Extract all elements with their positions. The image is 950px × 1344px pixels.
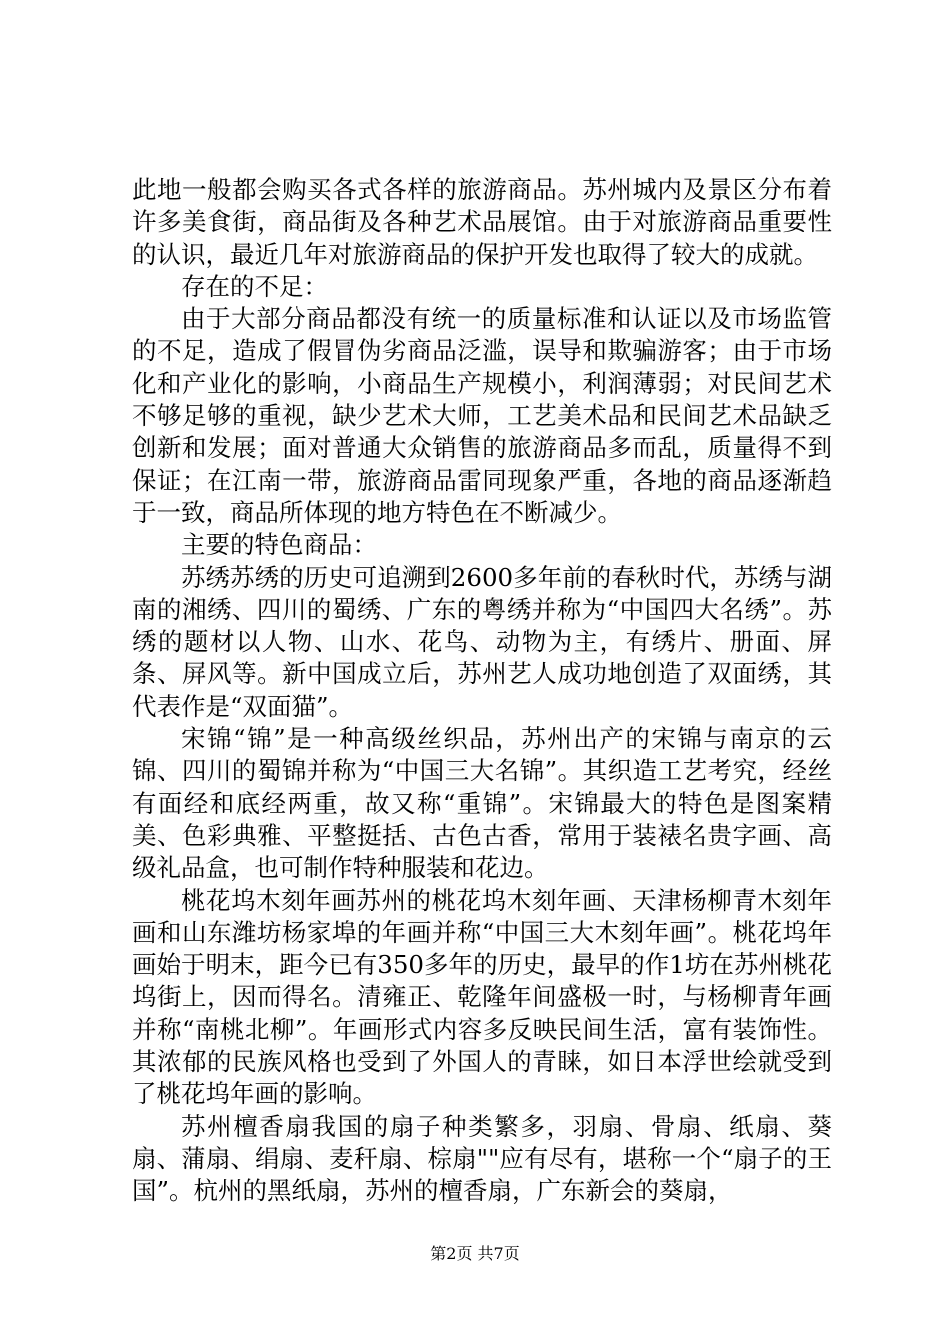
- paragraph-tanxiangshan: 苏州檀香扇我国的扇子种类繁多，羽扇、骨扇、纸扇、葵扇、蒲扇、绢扇、麦秆扇、棕扇""应有尽有，堪称一个“扇子的王国”。杭州的黑纸扇，苏州的檀香扇，广东新会的葵扇，: [132, 1111, 832, 1206]
- paragraph-shortcomings: 由于大部分商品都没有统一的质量标准和认证以及市场监管的不足，造成了假冒伪劣商品泛滥，误导和欺骗游客；由于市场化和产业化的影响，小商品生产规模小，利润薄弱；对民间艺术不够足够的重视，缺少艺术大师，工艺美术品和民间艺术品缺乏创新和发展；面对普通大众销售的旅游商品多而乱，质量得不到保证；在江南一带，旅游商品雷同现象严重，各地的商品逐渐趋于一致，商品所体现的地方特色在不断减少。: [132, 304, 832, 527]
- heading-shortcomings: 存在的不足：: [181, 271, 328, 301]
- paragraph-taohuawu-nianhua: 桃花坞木刻年画苏州的桃花坞木刻年画、天津杨柳青木刻年画和山东潍坊杨家埠的年画并称“中国三大木刻年画”。桃花坞年画始于明末，距今已有350多年的历史，最早的作1坊在苏州桃花坞街上，因而得名。清雍正、乾隆年间盛极一时，与杨柳青年画并称“南桃北柳”。年画形式内容多反映民间生活，富有装饰性。其浓郁的民族风格也受到了外国人的青睐，如日本浮世绘就受到了桃花坞年画的影响。: [132, 885, 832, 1109]
- document-body: [132, 174, 832, 1208]
- paragraph-suxiu: 苏绣苏绣的历史可追溯到2600多年前的春秋时代，苏绣与湖南的湘绣、四川的蜀绣、广东的粤绣并称为“中国四大名绣”。苏绣的题材以人物、山水、花鸟、动物为主，有绣片、册面、屏条、屏风等。新中国成立后，苏州艺人成功地创造了双面绣，其代表作是“双面猫”。: [132, 562, 832, 721]
- heading-featured-products: 主要的特色商品：: [181, 530, 377, 560]
- paragraph-songjin: 宋锦“锦”是一种高级丝织品，苏州出产的宋锦与南京的云锦、四川的蜀锦并称为“中国三大名锦”。其织造工艺考究，经丝有面经和底经两重，故又称“重锦”。宋锦最大的特色是图案精美、色彩典雅、平整挺括、古色古香，常用于装裱名贵字画、高级礼品盒，也可制作特种服装和花边。: [132, 724, 832, 883]
- paragraph-1: 此地一般都会购买各式各样的旅游商品。苏州城内及景区分布着许多美食街，商品街及各种艺术品展馆。由于对旅游商品重要性的认识，最近几年对旅游商品的保护开发也取得了较大的成就。: [132, 175, 832, 269]
- page-number-footer: 第2页 共7页: [430, 1244, 520, 1263]
